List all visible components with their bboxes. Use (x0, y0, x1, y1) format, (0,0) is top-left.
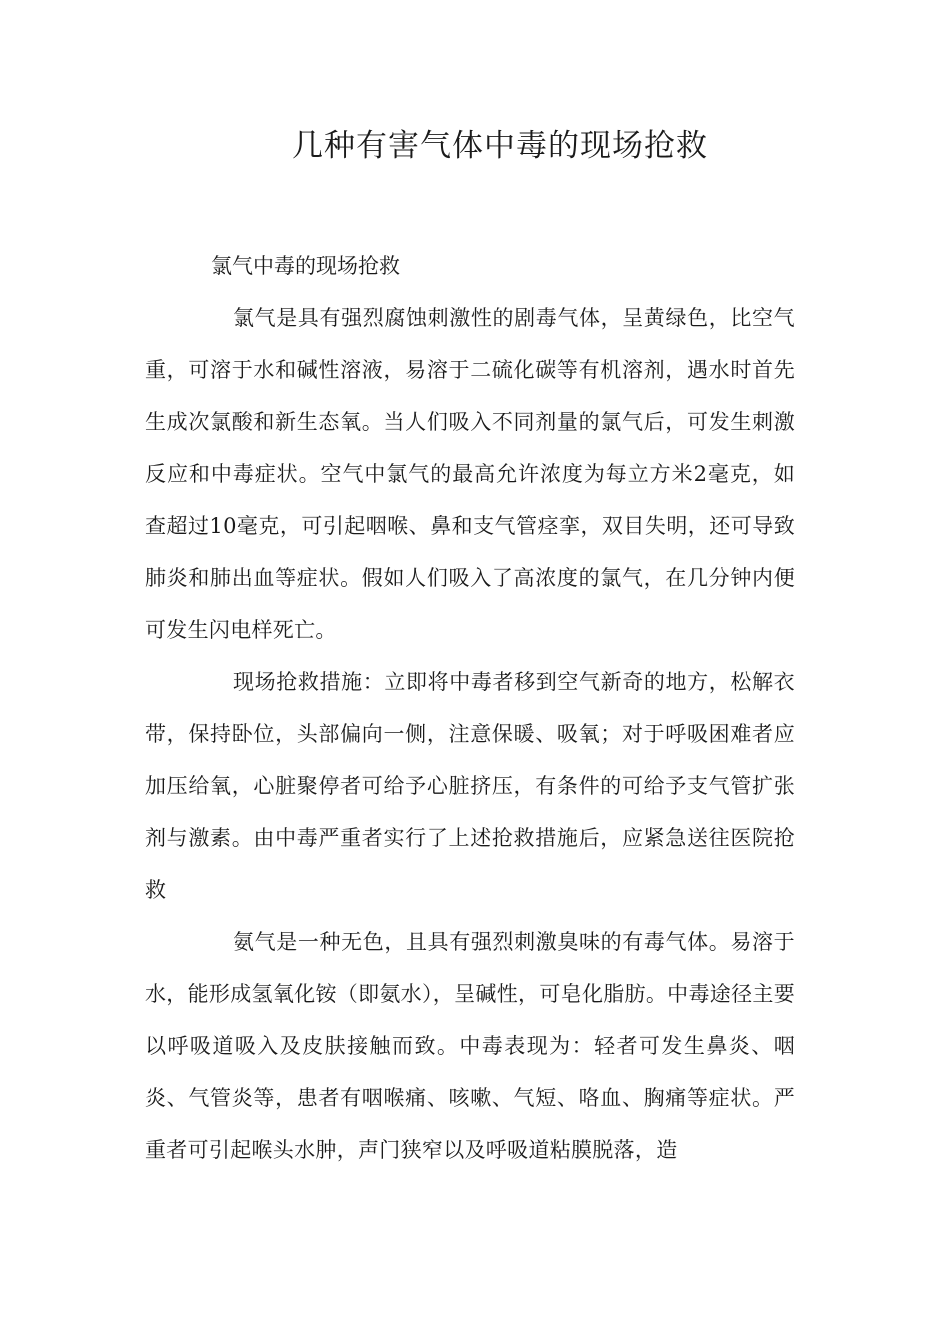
document-body (145, 244, 795, 1176)
paragraph-rescue-measures: 现场抢救措施：立即将中毒者移到空气新奇的地方，松解衣带，保持卧位，头部偏向一侧，注意保暖、吸氧；对于呼吸困难者应加压给氧，心脏聚停者可给予心脏挤压，有条件的可给予支气管扩张剂与激素。由中毒严重者实行了上述抢救措施后，应紧急送往医院抢救 (145, 670, 795, 902)
section-heading: 氯气中毒的现场抢救 (211, 254, 400, 278)
document-title: 几种有害气体中毒的现场抢救 (292, 128, 708, 164)
paragraph-ammonia: 氨气是一种无色，且具有强烈刺激臭味的有毒气体。易溶于水，能形成氢氧化铵（即氨水），呈碱性，可皂化脂肪。中毒途径主要以呼吸道吸入及皮肤接触而致。中毒表现为：轻者可发生鼻炎、咽炎、气管炎等，患者有咽喉痛、咳嗽、气短、咯血、胸痛等症状。严重者可引起喉头水肿，声门狭窄以及呼吸道粘膜脱落，造 (145, 930, 795, 1162)
paragraph-chlorine: 氯气是具有强烈腐蚀刺激性的剧毒气体，呈黄绿色，比空气重，可溶于水和碱性溶液，易溶于二硫化碳等有机溶剂，遇水时首先生成次氯酸和新生态氧。当人们吸入不同剂量的氯气后，可发生刺激反应和中毒症状。空气中氯气的最高允许浓度为每立方米2毫克，如查超过10毫克，可引起咽喉、鼻和支气管痉挛，双目失明，还可导致肺炎和肺出血等症状。假如人们吸入了高浓度的氯气，在几分钟内便可发生闪电样死亡。 (145, 306, 795, 642)
